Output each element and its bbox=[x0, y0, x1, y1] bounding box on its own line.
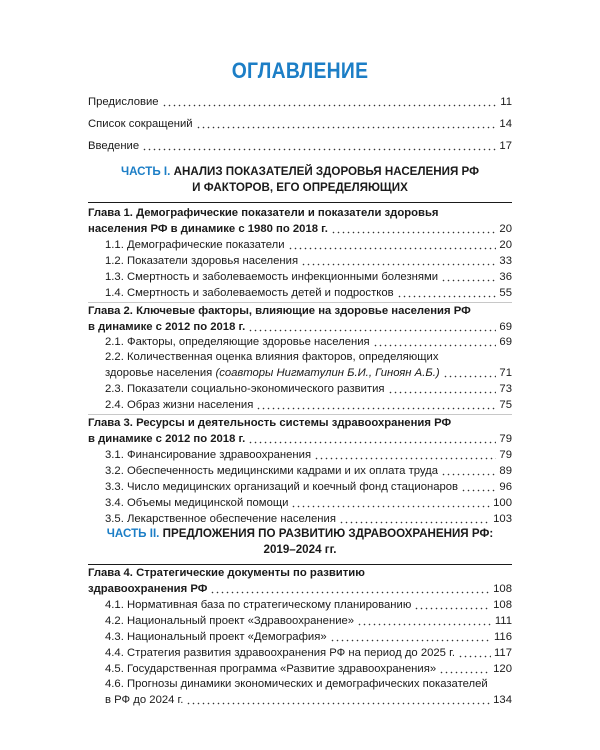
toc-entry-4-2[interactable] bbox=[105, 613, 512, 629]
entry-page: 116 bbox=[493, 631, 512, 643]
entry-label: 4.1. Нормативная база по стратегическому планированию bbox=[105, 599, 412, 611]
entry-page: 96 bbox=[499, 481, 512, 493]
entry-page: 73 bbox=[499, 383, 512, 395]
dot-leader bbox=[256, 407, 496, 410]
chapter-divider bbox=[88, 414, 512, 415]
part-2-title: ПРЕДЛОЖЕНИЯ ПО РАЗВИТИЮ ЗДРАВООХРАНЕНИЯ РФ: bbox=[162, 527, 494, 540]
toc-entry-1-3[interactable] bbox=[105, 269, 512, 285]
toc-entry-4-4[interactable] bbox=[105, 645, 512, 661]
entry-label: 3.1. Финансирование здравоохранения bbox=[105, 449, 312, 461]
dot-leader bbox=[288, 247, 497, 250]
toc-entry-1-1[interactable] bbox=[105, 237, 512, 253]
toc-entry-3-2[interactable] bbox=[105, 463, 512, 479]
toc-entry-2-2[interactable] bbox=[105, 365, 512, 381]
entry-page: 108 bbox=[493, 599, 512, 611]
entry-page: 103 bbox=[493, 513, 512, 525]
entry-page: 134 bbox=[493, 694, 512, 706]
toc-entry-chapter-4[interactable] bbox=[88, 581, 512, 597]
entry-page: 71 bbox=[499, 367, 512, 379]
entry-label: 3.5. Лекарственное обеспечение населения bbox=[105, 513, 336, 525]
toc-entry-2-2-line1[interactable]: 2.2. Количественная оценка влияния факторов, определяющих bbox=[105, 351, 439, 363]
toc-entry-4-6[interactable] bbox=[105, 692, 512, 708]
entry-page: 36 bbox=[499, 271, 512, 283]
dot-leader bbox=[291, 505, 490, 508]
entry-label: 1.3. Смертность и заболеваемость инфекционными болезнями bbox=[105, 271, 439, 283]
toc-entry-1-2[interactable] bbox=[105, 253, 512, 269]
entry-label: в динамике с 2012 по 2018 г. bbox=[88, 321, 246, 333]
entry-page: 33 bbox=[499, 255, 512, 267]
toc-entry-4-5[interactable] bbox=[105, 661, 512, 677]
entry-page: 75 bbox=[499, 399, 512, 411]
entry-label: 1.2. Показатели здоровья населения bbox=[105, 255, 299, 267]
chapter-3-title-line1[interactable]: Глава 3. Ресурсы и деятельность системы здравоохранения РФ bbox=[88, 417, 452, 429]
entry-label: 4.5. Государственная программа «Развитие здравоохранения» bbox=[105, 663, 437, 675]
part-2-label: ЧАСТЬ II. bbox=[106, 527, 160, 540]
dot-leader bbox=[162, 104, 498, 107]
entry-label-text: здоровье населения bbox=[105, 367, 213, 379]
entry-label: 2.4. Образ жизни населения bbox=[105, 399, 254, 411]
entry-label: 3.2. Обеспеченность медицинскими кадрами и их оплата труда bbox=[105, 465, 439, 477]
entry-label: здравоохранения РФ bbox=[88, 583, 208, 595]
entry-label: Список сокращений bbox=[88, 118, 193, 130]
toc-entry-abbreviations[interactable] bbox=[88, 116, 512, 132]
entry-label: в РФ до 2024 г. bbox=[105, 694, 184, 706]
page-title: ОГЛАВЛЕНИЕ bbox=[231, 58, 369, 83]
dot-leader bbox=[142, 148, 496, 151]
entry-label: 3.4. Объемы медицинской помощи bbox=[105, 497, 289, 509]
dot-leader bbox=[186, 702, 490, 705]
dot-leader bbox=[301, 263, 496, 266]
dot-leader bbox=[373, 344, 497, 347]
dot-leader bbox=[248, 441, 496, 444]
toc-entry-3-1[interactable] bbox=[105, 447, 512, 463]
chapter-1-title-line1[interactable]: Глава 1. Демографические показатели и показатели здоровья bbox=[88, 207, 439, 219]
toc-entry-chapter-3[interactable] bbox=[88, 431, 512, 447]
dot-leader bbox=[439, 671, 490, 674]
toc-entry-3-3[interactable] bbox=[105, 479, 512, 495]
toc-entry-4-1[interactable] bbox=[105, 597, 512, 613]
dot-leader bbox=[458, 655, 491, 658]
dot-leader bbox=[330, 639, 491, 642]
entry-page: 79 bbox=[499, 433, 512, 445]
entry-page: 14 bbox=[499, 118, 512, 130]
entry-label: 3.3. Число медицинских организаций и коечный фонд стационаров bbox=[105, 481, 459, 493]
toc-entry-chapter-1[interactable] bbox=[88, 221, 512, 237]
toc-entry-chapter-2[interactable] bbox=[88, 319, 512, 335]
dot-leader bbox=[339, 521, 490, 524]
entry-label: 2.3. Показатели социально-экономического развития bbox=[105, 383, 385, 395]
dot-leader bbox=[248, 329, 496, 332]
dot-leader bbox=[414, 607, 490, 610]
entry-label: Введение bbox=[88, 140, 140, 152]
toc-entry-3-4[interactable] bbox=[105, 495, 512, 511]
toc-entry-2-1[interactable] bbox=[105, 334, 512, 350]
toc-entry-preface[interactable] bbox=[88, 94, 512, 110]
entry-page: 79 bbox=[499, 449, 512, 461]
entry-page: 89 bbox=[499, 465, 512, 477]
entry-label: 4.2. Национальный проект «Здравоохранение» bbox=[105, 615, 355, 627]
entry-page: 17 bbox=[499, 140, 512, 152]
chapter-2-title-line1[interactable]: Глава 2. Ключевые факторы, влияющие на здоровье населения РФ bbox=[88, 305, 471, 317]
entry-page: 108 bbox=[493, 583, 512, 595]
dot-leader bbox=[441, 473, 496, 476]
toc-entry-4-3[interactable] bbox=[105, 629, 512, 645]
entry-authors: (соавторы Нигматулин Б.И., Гиноян А.Б.) bbox=[215, 367, 440, 379]
entry-page: 11 bbox=[500, 96, 512, 108]
entry-label: Предисловие bbox=[88, 96, 159, 108]
dot-leader bbox=[210, 591, 490, 594]
toc-entry-4-6-line1[interactable]: 4.6. Прогнозы динамики экономических и демографических показателей bbox=[105, 678, 488, 690]
entry-page: 20 bbox=[499, 239, 512, 251]
part-2-heading-line2: 2019–2024 гг. bbox=[263, 543, 337, 556]
entry-label bbox=[105, 366, 440, 381]
entry-label: 1.1. Демографические показатели bbox=[105, 239, 285, 251]
toc-entry-1-4[interactable] bbox=[105, 285, 512, 301]
entry-label: 4.4. Стратегия развития здравоохранения РФ на период до 2025 г. bbox=[105, 647, 455, 659]
entry-page: 120 bbox=[493, 663, 512, 675]
entry-page: 69 bbox=[499, 336, 512, 348]
part-1-title: АНАЛИЗ ПОКАЗАТЕЛЕЙ ЗДОРОВЬЯ НАСЕЛЕНИЯ РФ bbox=[173, 165, 480, 178]
entry-label: в динамике с 2012 по 2018 г. bbox=[88, 433, 246, 445]
entry-label: 2.1. Факторы, определяющие здоровье населения bbox=[105, 336, 370, 348]
part-2-divider bbox=[88, 564, 512, 565]
part-1-heading-line2: И ФАКТОРОВ, ЕГО ОПРЕДЕЛЯЮЩИХ bbox=[192, 181, 408, 194]
entry-label: 1.4. Смертность и заболеваемость детей и подростков bbox=[105, 287, 394, 299]
toc-entry-3-5[interactable] bbox=[105, 511, 512, 527]
part-1-divider bbox=[88, 202, 512, 203]
dot-leader bbox=[314, 457, 496, 460]
entry-page: 117 bbox=[493, 647, 512, 659]
entry-page: 69 bbox=[499, 321, 512, 333]
entry-page: 20 bbox=[499, 223, 512, 235]
dot-leader bbox=[331, 231, 497, 234]
dot-leader bbox=[196, 126, 497, 129]
dot-leader bbox=[397, 295, 497, 298]
dot-leader bbox=[441, 279, 496, 282]
chapter-divider bbox=[88, 302, 512, 303]
dot-leader bbox=[461, 489, 496, 492]
dot-leader bbox=[443, 375, 497, 378]
toc-entry-2-3[interactable] bbox=[105, 381, 512, 397]
entry-page: 111 bbox=[494, 615, 512, 627]
toc-entry-2-4[interactable] bbox=[105, 397, 512, 413]
toc-entry-introduction[interactable] bbox=[88, 138, 512, 154]
part-1-heading-line1 bbox=[88, 164, 512, 180]
dot-leader bbox=[388, 391, 497, 394]
entry-label: населения РФ в динамике с 1980 по 2018 г. bbox=[88, 223, 328, 235]
part-2-heading-line1 bbox=[88, 526, 512, 542]
entry-page: 55 bbox=[499, 287, 512, 299]
entry-page: 100 bbox=[493, 497, 512, 509]
chapter-4-title-line1[interactable]: Глава 4. Стратегические документы по развитию bbox=[88, 567, 365, 579]
dot-leader bbox=[357, 623, 492, 626]
entry-label: 4.3. Национальный проект «Демография» bbox=[105, 631, 327, 643]
part-1-label: ЧАСТЬ I. bbox=[120, 165, 171, 178]
